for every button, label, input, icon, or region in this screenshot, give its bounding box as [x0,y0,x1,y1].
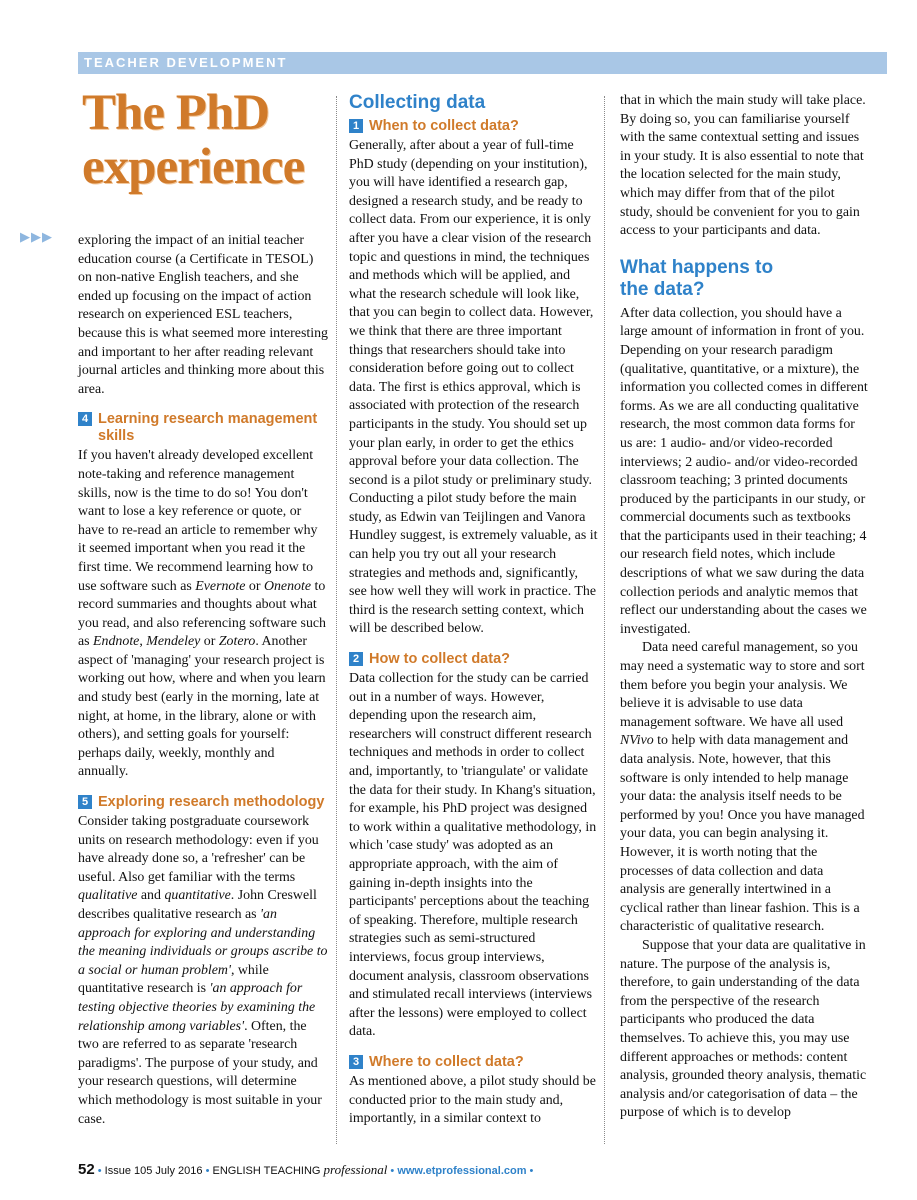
magazine-name: ENGLISH TEACHING [212,1165,324,1177]
issue-info: Issue 105 July 2016 [104,1165,203,1177]
column-divider-1 [336,96,337,1144]
footer-bullet: • [94,1165,105,1177]
col3-paragraph-2: Data need careful management, so you may need a systematic way to store and sort them before you begin your analysis. We believe it is advisable to use data management software. We have all used NVivo to help with data management and data analysis. Note, however, that this software is only intended to help manage your data: the analysis itself needs to be performed by you! Once you have managed your data, you can begin analysing it. However, it is worth noting that the processes of data collection and data analysis are generally intertwined in a cyclical rather than linear fashion. This is a characteristic of qualitative research. [620,640,865,935]
section-1-heading [349,118,599,135]
section-1-body: Generally, after about a year of full-time PhD study (depending on your institution), you will have identified a research gap, designed a research study, and be ready to collect data. From our experience, it is only after you have a clear vision of the research topic and questions in mind, the techniques and methods which will be applied, and what the research schedule will look like, that you can begin to collect data. However, we think that there are three important things that researchers should take into consideration before going out to collect data. The first is ethics approval, which is associated with protection of the research participants in the study. You should set up your plan early, in order to get the ethics approval before your data collection. The second is a pilot study or preliminary study. Conducting a pilot study before the main study, as Edwin van Teijlingen and Vanora Hundley suggest, is extremely valuable, as it can help you try out all your research strategies and methods and, significantly, see how well they will work in practice. The third is the research setting context, which will be described below. [349,138,598,637]
section-number-badge: 5 [78,795,92,809]
section-number-badge: 2 [349,652,363,666]
footer-bullet-end: • [526,1165,534,1177]
section-heading-text: How to collect data? [369,651,510,668]
collecting-data-heading: Collecting data [349,92,486,113]
title-line-1: The PhD [82,85,270,141]
website-link[interactable]: www.etprofessional.com [397,1165,527,1177]
column-2 [349,92,599,1129]
what-happens-heading: What happens to the data? [620,256,774,300]
section-5-heading [78,794,328,811]
section-heading-text: Exploring research methodology [98,794,325,811]
section-5-body: Consider taking postgraduate coursework units on research methodology: even if you have already done so, a 'refresher' can be useful. Also get familiar with the terms qualitative and quantitative. John Creswell describes qualitative research as 'an approach for exploring and understanding the meaning individuals or groups ascribe to a social or human problem', while quantitative research is 'an approach for testing objective theories by examining the relationship among variables'. Often, the two are referred to as separate 'research paradigms'. The purpose of your study, and your research questions, will determine which methodology is most suitable in your case. [78,814,328,1127]
col3-continuation: that in which the main study will take place. By doing so, you can familiarise yourself with the same contextual setting and issues in your study. It is also essential to note that the location selected for the main study, which may differ from that of the pilot study, should be convenient for you to gain access to your participants and data. [620,93,866,239]
section-4-body: If you haven't already developed excellent note-taking and reference management skills, now is the time to do so! You don't want to lose a key reference or quote, or have to re-read an article to remember why it seemed important when you read it the first time. We recommend learning how to use software such as Evernote or Onenote to record summaries and thoughts about what you read, and also referencing software such as Endnote, Mendeley or Zotero. Another aspect of 'managing' your research project is working out how, where and when you learn and study best (early in the morning, late at night, at home, in the library, alone or with others), and setting goals for yourself: perhaps daily, weekly, monthly and annually. [78,448,326,780]
column-3 [620,92,870,1123]
section-heading-text: When to collect data? [369,118,519,134]
column-divider-2 [604,96,605,1144]
col3-paragraph-3: Suppose that your data are qualitative in nature. The purpose of the analysis is, therefore, to gain understanding of the data from the perspective of the research participants who produced the data themselves. To achieve this, you may use different approaches or methods: content analysis, grounded theory analysis, thematic analysis and/or categorisation of data – the purpose of which is to develop [620,937,867,1121]
magazine-name-italic: professional [323,1162,388,1177]
footer-bullet: • [387,1165,398,1177]
title-line-2: experience [82,139,305,195]
section-2-body: Data collection for the study can be carried out in a number of ways. However, depending upon the research aim, researchers will construct different research techniques and methods in order to collect and, importantly, to 'triangulate' or validate the data for their study. In Khang's situation, for example, his PhD project was designed to work within a qualitative methodology, in which 'case study' was adopted as an appropriate approach, with the aim of gaining in-depth insights into the participants' perceptions about the teaching of speaking. Therefore, multiple research strategies such as semi-structured interviews, focus group interviews, document analysis, classroom observations and stimulated recall interviews (interviews after the lessons) were employed to collect data. [349,671,597,1040]
section-2-heading [349,651,599,668]
article-title [82,86,332,194]
section-banner: TEACHER DEVELOPMENT [78,52,887,74]
col1-intro: exploring the impact of an initial teacher education course (a Certificate in TESOL) on non-native English teachers, and she ended up focusing on the impact of action research on experienced ESL teachers, because this is what seemed more interesting and important to her after reading relevant journal articles and thinking more about this area. [78,233,328,397]
continuation-arrows-icon: ▶▶▶ [20,229,53,244]
section-heading-text: Where to collect data? [369,1053,524,1070]
section-3-heading [349,1054,599,1071]
section-number-badge: 4 [78,412,92,426]
section-number-badge: 3 [349,1055,363,1069]
column-1 [78,232,328,1129]
section-4-heading [78,411,328,445]
page-number: 52 [78,1161,95,1178]
footer-bullet: • [202,1165,213,1177]
section-3-body: As mentioned above, a pilot study should be conducted prior to the main study and, importantly, in a similar context to [349,1073,596,1127]
page-footer [78,1161,898,1178]
col3-paragraph-1: After data collection, you should have a large amount of information in front of you. Depending on your research paradigm (qualitative, quantitative, or a mixture), the information you collected comes in different forms. As we are all conducting qualitative research, the most common data forms for us are: 1 audio- and/or video-recorded interviews; 2 audio- and/or video-recorded classroom teaching; 3 printed documents produced by the participants in our study, or commercial documents such as textbooks that the participants used in their teaching; 4 our research field notes, which include descriptions of what we saw during the data collection periods and analytic memos that reflect our understanding about the cases we investigated. [620,305,868,637]
section-number-badge: 1 [349,119,363,133]
section-heading-text: Learning research management skills [98,411,318,445]
